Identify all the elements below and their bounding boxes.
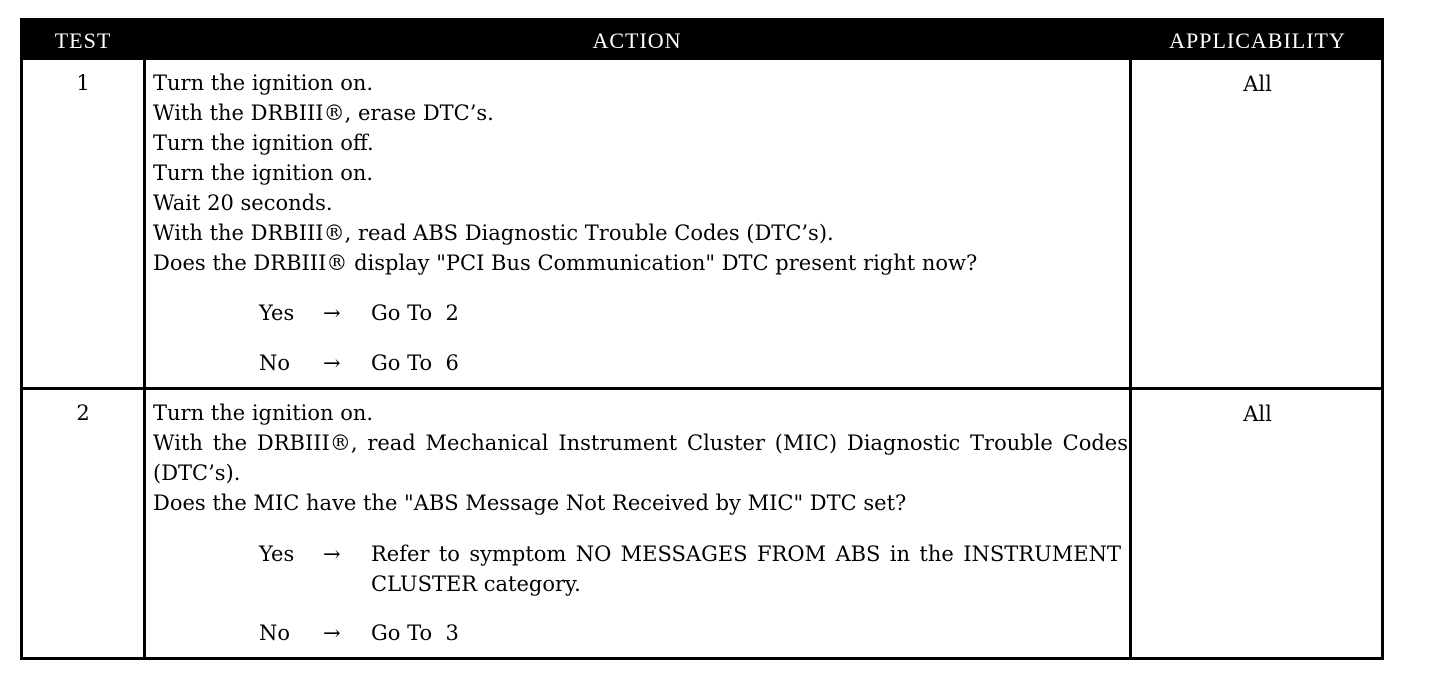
action-text bbox=[153, 398, 1128, 518]
arrow-icon: → bbox=[323, 542, 341, 566]
choice-no bbox=[259, 348, 1129, 378]
choice-label: No bbox=[259, 351, 291, 375]
header-applicability: APPLICABILITY bbox=[1169, 28, 1346, 53]
action-line: Does the DRBIII® display "PCI Bus Communication" DTC present right now? bbox=[153, 251, 978, 275]
choice-result: Refer to symptom NO MESSAGES FROM ABS in the INSTRUMENT CLUSTER category. bbox=[371, 542, 1121, 596]
arrow-icon: → bbox=[323, 301, 341, 325]
applicability-value: All bbox=[1243, 72, 1272, 96]
choice-yes bbox=[259, 539, 1129, 599]
column-divider bbox=[1129, 60, 1132, 660]
action-line: Turn the ignition off. bbox=[153, 131, 374, 155]
header-action: ACTION bbox=[592, 28, 682, 53]
arrow-icon: → bbox=[323, 351, 341, 375]
action-line: With the DRBIII®, read Mechanical Instrument Cluster (MIC) Diagnostic Trouble Codes (DTC’s). bbox=[153, 431, 1128, 485]
column-divider bbox=[143, 60, 146, 660]
action-text bbox=[153, 68, 1128, 278]
diagnostic-test-table bbox=[20, 18, 1384, 660]
action-line: With the DRBIII®, erase DTC’s. bbox=[153, 101, 494, 125]
choice-yes bbox=[259, 298, 1129, 328]
applicability-value: All bbox=[1243, 402, 1272, 426]
choice-no bbox=[259, 618, 1129, 648]
test-number: 1 bbox=[76, 71, 90, 95]
action-line: Turn the ignition on. bbox=[153, 401, 374, 425]
choice-label: Yes bbox=[259, 301, 295, 325]
choice-label: Yes bbox=[259, 542, 295, 566]
arrow-icon: → bbox=[323, 621, 341, 645]
choice-label: No bbox=[259, 621, 291, 645]
action-line: Does the MIC have the "ABS Message Not Received by MIC" DTC set? bbox=[153, 491, 907, 515]
action-line: Turn the ignition on. bbox=[153, 161, 374, 185]
action-line: With the DRBIII®, read ABS Diagnostic Trouble Codes (DTC’s). bbox=[153, 221, 834, 245]
test-number: 2 bbox=[76, 401, 90, 425]
choice-result: Go To 6 bbox=[371, 351, 459, 375]
action-line: Wait 20 seconds. bbox=[153, 191, 333, 215]
row-divider bbox=[23, 387, 1381, 390]
header-test: TEST bbox=[54, 28, 112, 53]
table-header bbox=[23, 21, 1381, 60]
choice-result: Go To 2 bbox=[371, 301, 459, 325]
choice-result: Go To 3 bbox=[371, 621, 459, 645]
action-line: Turn the ignition on. bbox=[153, 71, 374, 95]
